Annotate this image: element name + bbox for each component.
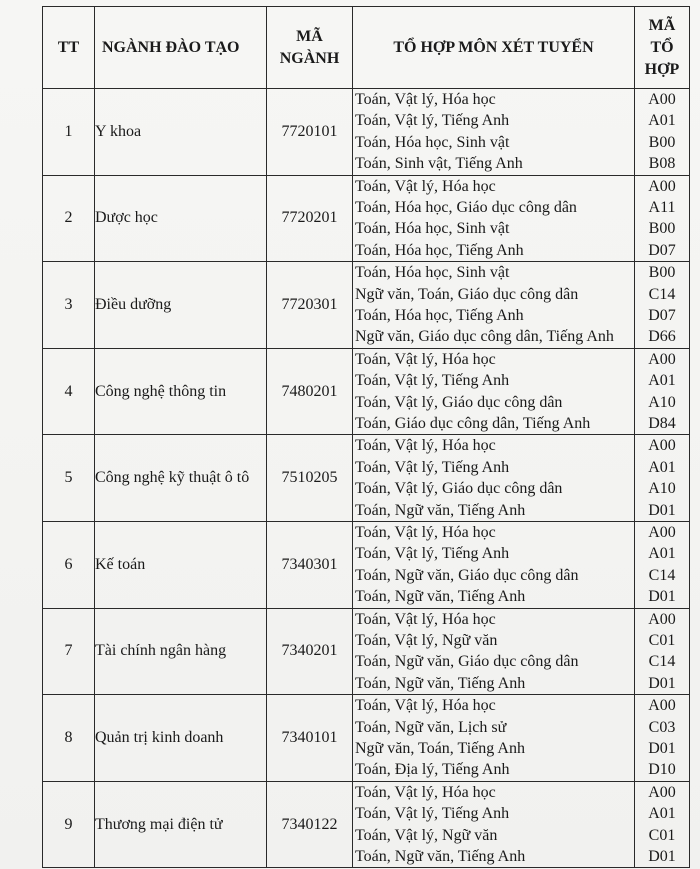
combo-code: C03 (648, 718, 676, 736)
major-code: 7510205 (267, 435, 353, 522)
header-major-code (267, 7, 353, 89)
combo-code: A10 (648, 393, 676, 411)
combination-item: Toán, Vật lý, Tiếng Anh (355, 372, 510, 390)
combo-code: A10 (648, 480, 676, 498)
row-number: 1 (43, 89, 95, 176)
combo-code: A01 (648, 805, 676, 823)
combination-item: Toán, Vật lý, Hóa học (355, 523, 496, 541)
major-code: 7340301 (267, 521, 353, 608)
combination-item: Toán, Hóa học, Sinh vật (355, 220, 510, 238)
combination-item: Toán, Ngữ văn, Tiếng Anh (355, 588, 526, 606)
combo-code: A01 (648, 458, 676, 476)
table-body (43, 89, 690, 868)
combination-item: Ngữ văn, Giáo dục công dân, Tiếng Anh (355, 328, 614, 346)
combination-item: Toán, Địa lý, Tiếng Anh (355, 761, 510, 779)
combination-item: Toán, Ngữ văn, Lịch sử (355, 718, 507, 736)
row-number: 7 (43, 608, 95, 695)
header-combo-code-line3: HỢP (644, 60, 680, 78)
major-code: 7720301 (267, 262, 353, 349)
row-number: 5 (43, 435, 95, 522)
row-number: 2 (43, 175, 95, 262)
combo-code: A00 (648, 350, 676, 368)
combination-item: Toán, Ngữ văn, Tiếng Anh (355, 501, 526, 519)
combo-code-list (635, 89, 690, 176)
combo-code: D07 (648, 241, 676, 259)
combo-code: D66 (648, 328, 676, 346)
combination-item: Toán, Giáo dục công dân, Tiếng Anh (355, 414, 591, 432)
major-code: 7720101 (267, 89, 353, 176)
combo-code: A00 (648, 91, 676, 109)
combination-item: Toán, Vật lý, Tiếng Anh (355, 112, 510, 130)
header-combo-code-line2: TỔ (650, 38, 674, 56)
combo-code: D10 (648, 761, 676, 779)
combo-code: C01 (648, 826, 676, 844)
major-name: Dược học (95, 175, 267, 262)
combination-list (353, 262, 635, 349)
header-major-code-line1: MÃ (296, 27, 323, 45)
table-row (43, 89, 690, 176)
combination-item: Toán, Ngữ văn, Giáo dục công dân (355, 566, 579, 584)
major-name: Quản trị kinh doanh (95, 695, 267, 782)
combination-list (353, 695, 635, 782)
combo-code: A01 (648, 545, 676, 563)
header-combo-code (635, 7, 690, 89)
major-name: Điều dưỡng (95, 262, 267, 349)
combo-code: B00 (648, 133, 676, 151)
major-name: Tài chính ngân hàng (95, 608, 267, 695)
combination-item: Toán, Vật lý, Ngữ văn (355, 631, 498, 649)
major-code: 7340101 (267, 695, 353, 782)
combo-code: D01 (648, 588, 676, 606)
combination-item: Toán, Vật lý, Giáo dục công dân (355, 480, 563, 498)
combination-item: Toán, Vật lý, Tiếng Anh (355, 458, 510, 476)
combo-code-list (635, 781, 690, 868)
combination-list (353, 89, 635, 176)
combination-item: Toán, Vật lý, Hóa học (355, 783, 496, 801)
combination-item: Toán, Ngữ văn, Tiếng Anh (355, 847, 526, 865)
major-name: Y khoa (95, 89, 267, 176)
combo-code: D01 (648, 674, 676, 692)
combo-code: D84 (648, 414, 676, 432)
combination-list (353, 781, 635, 868)
header-tt: TT (43, 7, 95, 89)
combo-code-list (635, 695, 690, 782)
combination-item: Toán, Sinh vật, Tiếng Anh (355, 155, 523, 173)
row-number: 4 (43, 348, 95, 435)
combo-code-list (635, 262, 690, 349)
combination-item: Toán, Hóa học, Tiếng Anh (355, 241, 524, 259)
combo-code: B00 (648, 264, 676, 282)
combo-code: C14 (648, 285, 676, 303)
combo-code-list (635, 348, 690, 435)
combination-item: Toán, Vật lý, Ngữ văn (355, 826, 498, 844)
combo-code: A00 (648, 783, 676, 801)
table-row (43, 781, 690, 868)
header-major: NGÀNH ĐÀO TẠO (95, 7, 267, 89)
table-row (43, 175, 690, 262)
combination-list (353, 435, 635, 522)
major-code: 7720201 (267, 175, 353, 262)
major-code: 7340201 (267, 608, 353, 695)
combination-item: Toán, Hóa học, Sinh vật (355, 133, 510, 151)
row-number: 9 (43, 781, 95, 868)
combination-item: Toán, Vật lý, Tiếng Anh (355, 545, 510, 563)
row-number: 8 (43, 695, 95, 782)
header-combo-code-line1: MÃ (648, 16, 676, 34)
combination-list (353, 348, 635, 435)
combination-item: Toán, Vật lý, Hóa học (355, 350, 496, 368)
combination-list (353, 521, 635, 608)
combo-code: A00 (648, 697, 676, 715)
combo-code: A01 (648, 112, 676, 130)
combination-item: Ngữ văn, Toán, Tiếng Anh (355, 739, 525, 757)
combo-code-list (635, 608, 690, 695)
major-name: Kế toán (95, 521, 267, 608)
major-name: Công nghệ kỹ thuật ô tô (95, 435, 267, 522)
combo-code-list (635, 521, 690, 608)
combination-item: Toán, Vật lý, Hóa học (355, 610, 496, 628)
combo-code: A00 (648, 610, 676, 628)
combination-item: Toán, Vật lý, Hóa học (355, 437, 496, 455)
combo-code-list (635, 435, 690, 522)
combo-code: C01 (648, 631, 676, 649)
row-number: 6 (43, 521, 95, 608)
combination-item: Toán, Vật lý, Giáo dục công dân (355, 393, 563, 411)
combo-code: C14 (648, 566, 676, 584)
table-row (43, 608, 690, 695)
combination-list (353, 608, 635, 695)
combination-item: Toán, Hóa học, Giáo dục công dân (355, 199, 577, 216)
admissions-table (42, 6, 690, 868)
combo-code: A11 (648, 199, 676, 216)
combo-code: D01 (648, 847, 676, 865)
header-major-code-line2: NGÀNH (279, 49, 340, 67)
combo-code: B08 (648, 155, 676, 173)
major-code: 7480201 (267, 348, 353, 435)
combo-code-list (635, 175, 690, 262)
combination-item: Ngữ văn, Toán, Giáo dục công dân (355, 285, 579, 303)
combination-list (353, 175, 635, 262)
table-row (43, 435, 690, 522)
row-number: 3 (43, 262, 95, 349)
combination-item: Toán, Ngữ văn, Giáo dục công dân (355, 653, 579, 671)
combo-code: A00 (648, 177, 676, 195)
combo-code: D01 (648, 501, 676, 519)
table-row (43, 695, 690, 782)
combo-code: B00 (648, 220, 676, 238)
combination-item: Toán, Vật lý, Hóa học (355, 91, 496, 109)
combination-item: Toán, Ngữ văn, Tiếng Anh (355, 674, 526, 692)
major-code: 7340122 (267, 781, 353, 868)
combo-code: A00 (648, 523, 676, 541)
combination-item: Toán, Hóa học, Tiếng Anh (355, 306, 524, 324)
combo-code: A00 (648, 437, 676, 455)
major-name: Thương mại điện tử (95, 781, 267, 868)
header-combination: TỔ HỢP MÔN XÉT TUYỂN (353, 7, 635, 89)
combination-item: Toán, Hóa học, Sinh vật (355, 264, 510, 282)
combo-code: D07 (648, 306, 676, 324)
combo-code: C14 (648, 653, 676, 671)
combo-code: D01 (648, 739, 676, 757)
combo-code: A01 (648, 372, 676, 390)
major-name: Công nghệ thông tin (95, 348, 267, 435)
combination-item: Toán, Vật lý, Tiếng Anh (355, 805, 510, 823)
header-row (43, 7, 690, 89)
table-row (43, 521, 690, 608)
combination-item: Toán, Vật lý, Hóa học (355, 697, 496, 715)
table-row (43, 262, 690, 349)
combination-item: Toán, Vật lý, Hóa học (355, 177, 496, 195)
table-row (43, 348, 690, 435)
